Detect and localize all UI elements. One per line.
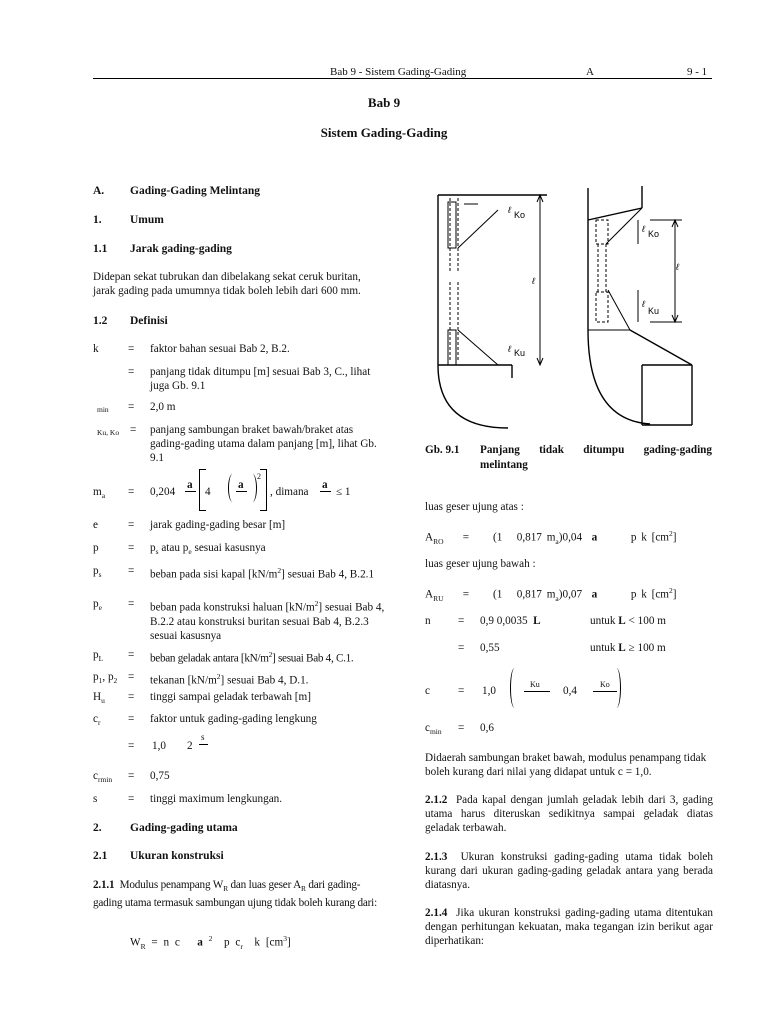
section-num: 2. (93, 822, 102, 834)
formula-cond: untuk L ≥ 100 m (590, 642, 666, 654)
section-num: 1.2 (93, 315, 108, 327)
def-symbol: $c_{rmin}$ (93, 770, 113, 785)
paragraph: Didepan sekat tubrukan dan dibelakang sekat ceruk buritan, jarak gading pada umumnya tidak boleh lebih dari 600 mm. (93, 271, 361, 297)
formula-value: 1,0 (482, 685, 496, 697)
def-symbol: $p_1$, $p_2$ (93, 671, 118, 686)
def-sub: min (97, 405, 109, 414)
def-desc: 0,75 (150, 770, 170, 782)
fraction-line (185, 491, 196, 492)
def-desc: faktor untuk gading-gading lengkung (150, 713, 317, 725)
def-eq: = (128, 691, 135, 703)
formula-a: a (238, 479, 244, 491)
formula-sup: 2 (257, 472, 261, 481)
def-desc: jarak gading-gading besar [m] (150, 519, 286, 531)
def-desc: tinggi maximum lengkungan. (150, 793, 283, 805)
section-num: A. (93, 185, 105, 197)
def-eq: = (128, 649, 135, 661)
def-eq: = (458, 642, 465, 654)
def-eq: = (128, 713, 135, 725)
section-num: 1.1 (93, 243, 108, 255)
def-eq: = (128, 770, 135, 782)
section-heading: Jarak gading-gading (130, 243, 232, 255)
section-heading: Ukuran konstruksi (130, 850, 224, 862)
def-desc: faktor bahan sesuai Bab 2, B.2. (150, 343, 290, 355)
header-page: 9 - 1 (687, 66, 708, 78)
def-sub: Ku, Ko (97, 428, 120, 437)
def-desc: $p_s$ atau $p_e$ sesuai kasusnya (150, 542, 266, 557)
frame-diagram (420, 180, 720, 435)
section-num: 1. (93, 214, 102, 226)
paren-left (510, 668, 519, 708)
def-symbol: $p_e$ (93, 598, 102, 613)
bilge-curve (438, 365, 508, 428)
header-title: Bab 9 - Sistem Gading-Gading (330, 66, 467, 78)
def-desc: panjang tidak ditumpu [m] sesuai Bab 3, C., lihat juga Gb. 9.1 (150, 366, 371, 392)
def-eq: = (128, 486, 135, 498)
def-symbol: $H_u$ (93, 691, 105, 706)
def-eq: = (458, 615, 465, 627)
frac-ko: Ko (600, 680, 610, 689)
def-eq: = (128, 598, 135, 610)
def-symbol: n (425, 615, 431, 627)
def-eq: = (130, 424, 137, 436)
figure-caption: Panjang tidak ditumpu gading-gading melintang (480, 444, 712, 471)
def-symbol: e (93, 519, 98, 531)
formula-value: 0,55 (480, 642, 500, 654)
paren-right (248, 474, 257, 502)
def-desc: beban geladak antara $[kN/m^2]$ sesuai Bab 4, C.1. (150, 650, 354, 665)
section-heading: Gading-gading utama (130, 822, 238, 834)
paragraph: 2.1.1 Modulus penampang $W_R$ dan luas geser $A_R$ dari gading-gading utama termasuk sambungan ujung tidak boleh kurang dari: (93, 879, 377, 910)
section-heading: Definisi (130, 315, 168, 327)
fraction-line (199, 744, 208, 745)
formula-text: , dimana (270, 486, 309, 498)
def-eq: = (128, 740, 135, 752)
paren-right (612, 668, 621, 708)
paragraph: 2.1.3 Ukuran konstruksi gading-gading utama tidak boleh kurang dari ukuran gading-gading geladak antara yang berada diatasnya. (425, 851, 713, 891)
def-eq: = (458, 722, 465, 734)
def-symbol: $p_L$ (93, 649, 104, 664)
formula-s: s (201, 732, 205, 742)
label-ko: Ko (514, 210, 526, 220)
formula-aru: $A_{RU}$ = (1 0,817 $m_a)0,07$ a p k $[cm^2]$ (425, 586, 677, 603)
def-eq: = (128, 793, 135, 805)
svg-text:ℓ: ℓ (642, 299, 645, 309)
def-desc: tekanan $[kN/m^2]$ sesuai Bab 4, D.1. (150, 672, 309, 687)
def-symbol: $c_{min}$ (425, 722, 442, 737)
label-ku: Ku (514, 348, 526, 358)
formula-value: 0,6 (480, 722, 494, 734)
def-symbol: c (425, 685, 430, 697)
def-symbol: p (93, 542, 99, 554)
fraction-line (236, 491, 247, 492)
def-desc: 2,0 m (150, 401, 176, 413)
def-eq: = (128, 519, 135, 531)
def-desc: tinggi sampai geladak terbawah [m] (150, 691, 311, 703)
svg-text:ℓ: ℓ (508, 205, 511, 215)
formula-value: 0,9 0,0035 L (480, 615, 541, 627)
def-desc: panjang sambungan braket bawah/braket atas gading-gading utama dalam panjang [m], lihat Gb. 9.1 (150, 424, 377, 464)
fraction-line (524, 691, 550, 692)
formula-aro: $A_{RO}$ = (1 0,817 $m_a)0,04$ a p k $[cm^2]$ (425, 529, 677, 546)
svg-text:ℓ: ℓ (532, 276, 535, 286)
def-symbol: $m_a$ (93, 486, 106, 501)
bracket-right (260, 469, 267, 511)
def-eq: = (458, 685, 465, 697)
formula-value: 0,204 (150, 486, 176, 498)
def-eq: = (128, 366, 135, 378)
formula-value: 4 (205, 486, 211, 498)
def-eq: = (128, 565, 135, 577)
figure-caption-num: Gb. 9.1 (425, 444, 460, 456)
paragraph: 2.1.4 Jika ukuran konstruksi gading-gading utama ditentukan dengan perhitungan kekuatan, maka tegangan izin berikut agar diperhatikan: (425, 907, 713, 947)
frac-ku: Ku (530, 680, 540, 689)
label: luas geser ujung bawah : (425, 558, 536, 570)
def-symbol: k (93, 343, 99, 355)
section-num: 2.1 (93, 850, 108, 862)
def-desc: beban pada konstruksi haluan $[kN/m^2]$ sesuai Bab 4, B.2.2 atau konstruksi buritan sesuai Bab 4, B.2.3 sesuai kasusnya (150, 599, 385, 642)
formula-cond: untuk L < 100 m (590, 615, 666, 627)
svg-text:ℓ: ℓ (676, 262, 679, 272)
def-symbol: s (93, 793, 98, 805)
label-ku: Ku (648, 306, 660, 316)
def-eq: = (128, 401, 135, 413)
formula-value: ≤ 1 (336, 486, 351, 498)
label: luas geser ujung atas : (425, 501, 524, 513)
formula-a: a (322, 479, 328, 491)
header-section: A (586, 66, 594, 78)
formula-value: 0,4 (563, 685, 577, 697)
def-symbol: $c_r$ (93, 713, 101, 728)
label-ko: Ko (648, 229, 660, 239)
def-symbol: $p_s$ (93, 565, 102, 580)
svg-text:ℓ: ℓ (642, 224, 645, 234)
formula-value: 2 (187, 740, 193, 752)
paragraph: Didaerah sambungan braket bawah, modulus penampang tidak boleh kurang dari nilai yang didapat untuk c = 1,0. (425, 752, 707, 778)
def-desc: beban pada sisi kapal $[kN/m^2]$ sesuai Bab 4, B.2.1 (150, 566, 375, 581)
def-eq: = (128, 542, 135, 554)
paragraph: 2.1.2 Pada kapal dengan jumlah geladak lebih dari 3, gading utama harus diteruskan sedikitnya sampai geladak diatas geladak terbawah. (425, 794, 713, 834)
svg-text:ℓ: ℓ (508, 344, 511, 354)
header-rule (93, 78, 712, 79)
section-heading: Gading-Gading Melintang (130, 185, 261, 197)
fraction-line (320, 491, 331, 492)
def-eq: = (128, 671, 135, 683)
formula-a: a (187, 479, 193, 491)
paren-left (228, 474, 237, 502)
def-eq: = (128, 343, 135, 355)
chapter-title: Bab 9 (367, 95, 401, 110)
formula-value: 1,0 (152, 740, 166, 752)
formula-wr: $W_R = n$ c a $^2$ p $c_r$ k $[cm^3]$ (130, 934, 291, 951)
chapter-name: Sistem Gading-Gading (320, 125, 448, 140)
section-heading: Umum (130, 214, 164, 226)
